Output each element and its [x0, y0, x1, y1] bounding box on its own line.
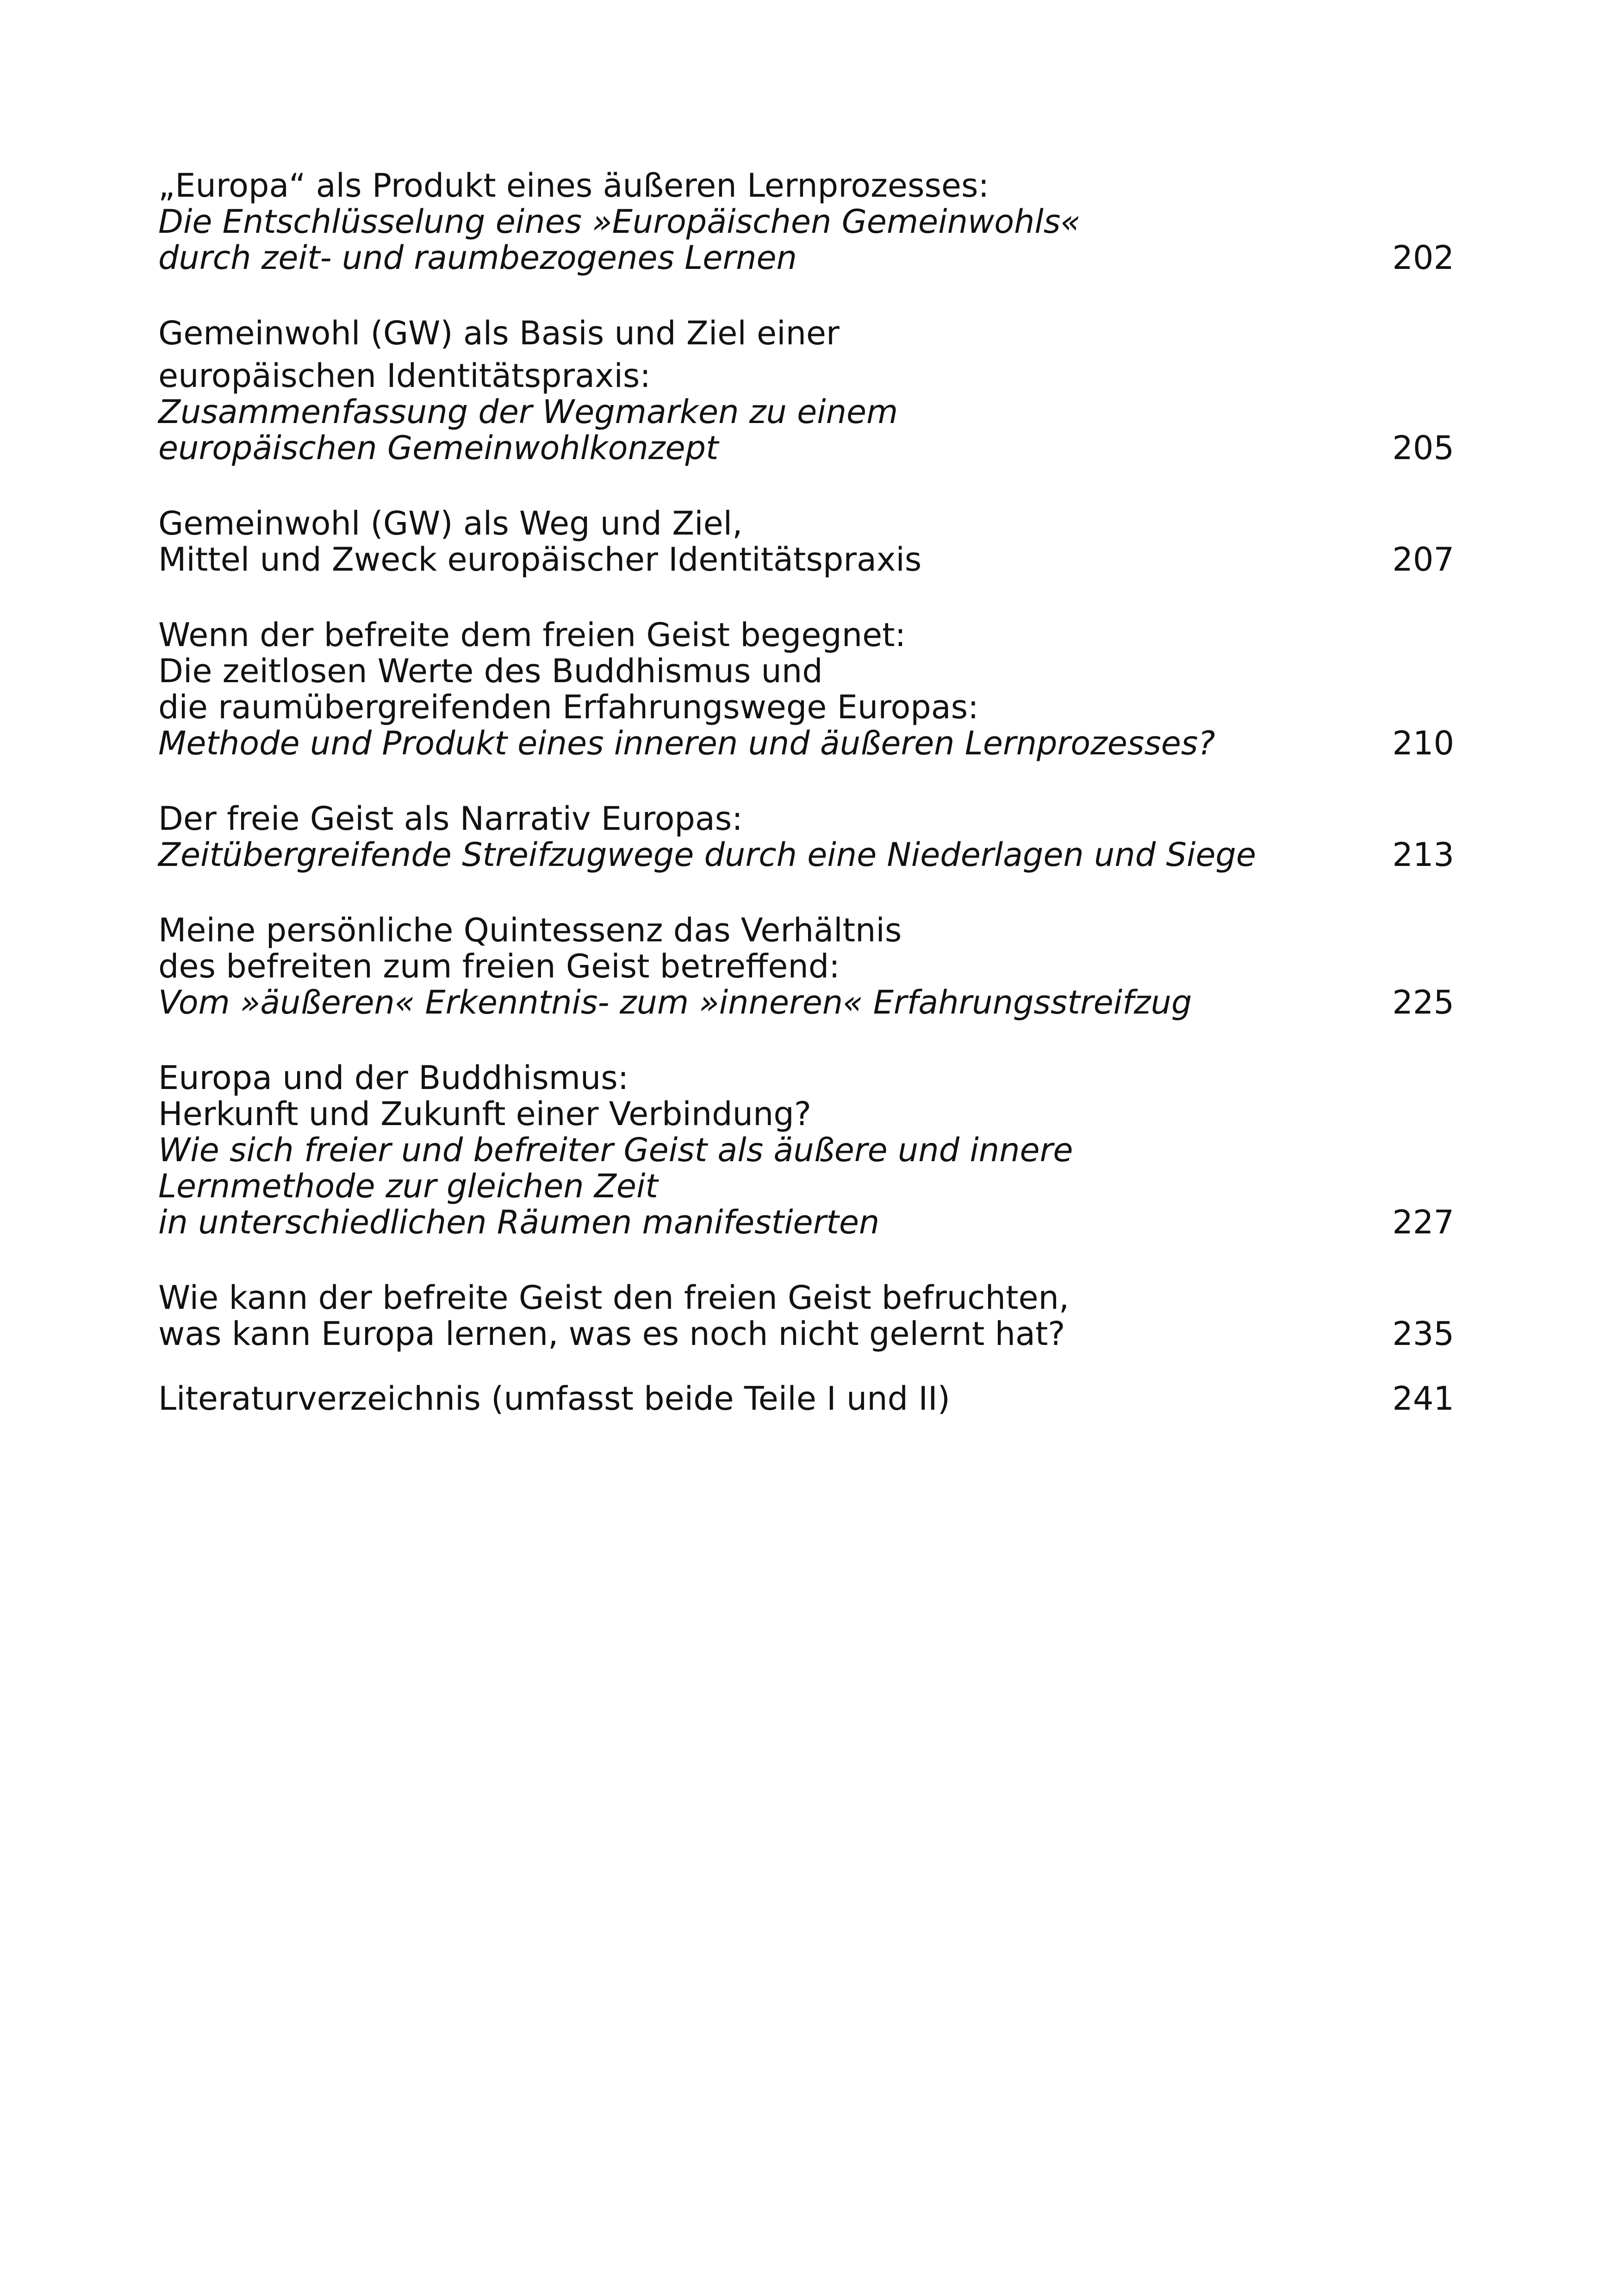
- entry-subtitle-line: Die Entschlüsselung eines »Europäischen Gemeinwohls«: [158, 203, 1081, 241]
- entry-title-line: Gemeinwohl (GW) als Basis und Ziel einer: [158, 314, 840, 352]
- toc-entry: [158, 617, 1454, 761]
- page-number: 225: [1392, 983, 1454, 1021]
- toc-entry: [158, 1381, 1454, 1417]
- entry-title-line: Die zeitlosen Werte des Buddhismus und: [158, 652, 823, 690]
- entry-title-line: Mittel und Zweck europäischer Identitätspraxis: [158, 541, 922, 579]
- entry-title-line: Literaturverzeichnis (umfasst beide Teile I und II): [158, 1380, 950, 1418]
- toc-entry: [158, 801, 1454, 873]
- entry-title-line: Wie kann der befreite Geist den freien Geist befruchten,: [158, 1279, 1070, 1317]
- page-number: 241: [1392, 1380, 1454, 1418]
- entry-title-line: Der freie Geist als Narrativ Europas:: [158, 800, 743, 838]
- entry-subtitle-line: Wie sich freier und befreiter Geist als äußere und innere: [158, 1131, 1073, 1169]
- entry-title-line: Herkunft und Zukunft einer Verbindung?: [158, 1095, 811, 1133]
- toc-entry: [158, 912, 1454, 1020]
- toc-entry: [158, 1280, 1454, 1352]
- entry-title-line: die raumübergreifenden Erfahrungswege Europas:: [158, 688, 979, 726]
- page-number: 205: [1392, 429, 1454, 467]
- page-number: 202: [1392, 239, 1454, 277]
- entry-subtitle-line: Methode und Produkt eines inneren und äußeren Lernprozesses?: [158, 724, 1215, 762]
- toc-entry: [158, 505, 1454, 578]
- entry-title-line: Gemeinwohl (GW) als Weg und Ziel,: [158, 504, 743, 542]
- table-of-contents: [158, 168, 1454, 1456]
- entry-subtitle-line: Lernmethode zur gleichen Zeit: [158, 1167, 658, 1205]
- entry-title-line: Europa und der Buddhismus:: [158, 1059, 629, 1097]
- entry-subtitle-line: Zusammenfassung der Wegmarken zu einem: [158, 393, 898, 431]
- entry-subtitle-line: in unterschiedlichen Räumen manifestierten: [158, 1203, 880, 1241]
- toc-entry: [158, 168, 1454, 276]
- entry-subtitle-line: Vom »äußeren« Erkenntnis- zum »inneren« Erfahrungsstreifzug: [158, 983, 1192, 1021]
- toc-entry: [158, 315, 1454, 466]
- page-number: 235: [1392, 1315, 1454, 1353]
- entry-title-line: des befreiten zum freien Geist betreffend:: [158, 947, 840, 985]
- entry-title-line: Meine persönliche Quintessenz das Verhältnis: [158, 911, 902, 949]
- entry-subtitle-line: europäischen Gemeinwohlkonzept: [158, 429, 719, 467]
- entry-subtitle-line: Zeitübergreifende Streifzugwege durch eine Niederlagen und Siege: [158, 836, 1256, 874]
- entry-subtitle-line: durch zeit- und raumbezogenes Lernen: [158, 239, 797, 277]
- page-number: 210: [1392, 724, 1454, 762]
- entry-title-line: „Europa“ als Produkt eines äußeren Lernprozesses:: [158, 167, 989, 205]
- page-number: 213: [1392, 836, 1454, 874]
- toc-entry: [158, 1060, 1454, 1240]
- page-number: 207: [1392, 541, 1454, 579]
- page-number: 227: [1392, 1203, 1454, 1241]
- entry-title-line: was kann Europa lernen, was es noch nicht gelernt hat?: [158, 1315, 1065, 1353]
- entry-title-line: Wenn der befreite dem freien Geist begegnet:: [158, 616, 906, 654]
- entry-title-line: europäischen Identitätspraxis:: [158, 357, 651, 395]
